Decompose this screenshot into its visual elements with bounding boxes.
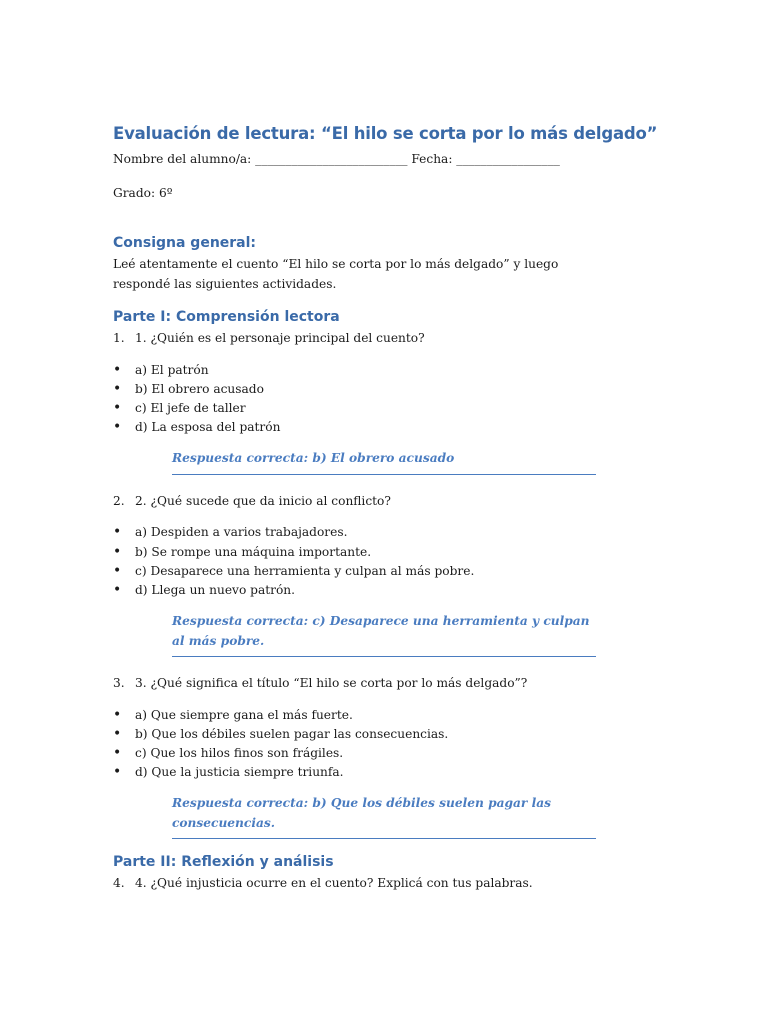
list-item <box>113 523 613 542</box>
question <box>113 874 613 894</box>
student-name-date-line: Nombre del alumno/a: _________________________ Fecha: _________________ <box>113 152 560 166</box>
bullet-icon: • <box>113 380 122 397</box>
options-list <box>113 523 613 600</box>
bullet-icon: • <box>113 419 122 436</box>
list-item <box>113 744 613 763</box>
option-text: d) Llega un nuevo patrón. <box>135 582 296 597</box>
list-item <box>113 725 613 744</box>
question-text: 4. ¿Qué injusticia ocurre en el cuento? Explicá con tus palabras. <box>135 876 533 891</box>
grade-line: Grado: 6º <box>113 185 173 200</box>
list-item <box>113 543 613 562</box>
list-item <box>113 562 613 581</box>
list-item <box>113 763 613 782</box>
bullet-icon: • <box>113 581 122 598</box>
option-text: a) Despiden a varios trabajadores. <box>135 525 348 540</box>
bullet-icon: • <box>113 764 122 781</box>
options-list <box>113 706 613 783</box>
question <box>113 329 613 349</box>
question-block <box>113 329 613 475</box>
consigna-text: Leé atentamente el cuento “El hilo se corta por lo más delgado” y luego respondé las siguientes actividades. <box>113 257 559 291</box>
question-number: 2. <box>113 493 125 508</box>
option-text: d) La esposa del patrón <box>135 420 281 435</box>
question-number: 3. <box>113 676 125 691</box>
list-item <box>113 418 613 437</box>
parte2-heading: Parte II: Reflexión y análisis <box>113 854 334 871</box>
bullet-icon: • <box>113 543 122 560</box>
option-text: b) Que los débiles suelen pagar las consecuencias. <box>135 726 449 741</box>
list-item <box>113 361 613 380</box>
list-item <box>113 706 613 725</box>
bullet-icon: • <box>113 725 122 742</box>
question-block <box>113 674 613 839</box>
list-item <box>113 399 613 418</box>
question-text: 2. ¿Qué sucede que da inicio al conflicto? <box>135 493 391 508</box>
bullet-icon: • <box>113 745 122 762</box>
answer-box: Respuesta correcta: b) El obrero acusado <box>172 449 596 475</box>
option-text: c) Que los hilos finos son frágiles. <box>135 746 344 761</box>
options-list <box>113 361 613 438</box>
question <box>113 674 613 694</box>
option-text: c) Desaparece una herramienta y culpan al más pobre. <box>135 563 475 578</box>
parte1-heading: Parte I: Comprensión lectora <box>113 309 340 325</box>
question-text: 1. ¿Quién es el personaje principal del cuento? <box>135 331 425 345</box>
option-text: b) Se rompe una máquina importante. <box>135 544 372 559</box>
document-content <box>113 124 658 894</box>
question-number: 1. <box>113 331 125 345</box>
option-text: c) El jefe de taller <box>135 400 246 415</box>
bullet-icon: • <box>113 361 122 378</box>
option-text: d) Que la justicia siempre triunfa. <box>135 765 344 780</box>
consigna-heading: Consigna general: <box>113 235 257 251</box>
option-text: a) Que siempre gana el más fuerte. <box>135 707 353 722</box>
option-text: a) El patrón <box>135 362 209 377</box>
answer-box: Respuesta correcta: c) Desaparece una herramienta y culpan al más pobre. <box>172 612 596 657</box>
question <box>113 492 613 512</box>
option-text: b) El obrero acusado <box>135 381 264 396</box>
bullet-icon: • <box>113 399 122 416</box>
question-number: 4. <box>113 876 125 891</box>
answer-box: Respuesta correcta: b) Que los débiles suelen pagar las consecuencias. <box>172 794 596 839</box>
list-item <box>113 380 613 399</box>
list-item <box>113 581 613 600</box>
question-block <box>113 874 613 894</box>
question-block <box>113 492 613 657</box>
bullet-icon: • <box>113 562 122 579</box>
document-title: Evaluación de lectura: “El hilo se corta por lo más delgado” <box>113 124 658 143</box>
bullet-icon: • <box>113 524 122 541</box>
bullet-icon: • <box>113 706 122 723</box>
question-text: 3. ¿Qué significa el título “El hilo se corta por lo más delgado”? <box>135 676 528 691</box>
